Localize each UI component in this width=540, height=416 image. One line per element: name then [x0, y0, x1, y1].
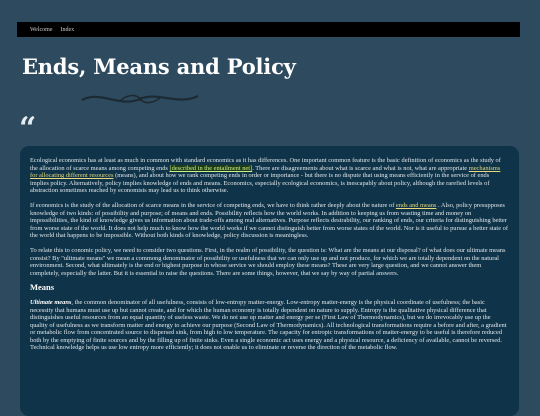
- decorative-flourish: [80, 86, 200, 112]
- top-nav-bar: [17, 22, 520, 37]
- paragraph-4: Ultimate means, the common denominator of all usefulness, consists of low-entropy matter-energy. Low-entropy matter-energy is the physical coordinate of usefulness; the basic necessity that humans must use up but cannot create, and for which the human economy is totally dependent on nature to supply. Entropy is the qualitative physical difference that distinguishes useful resources from an equal quantity of useless waste. We do not use up matter and energy per se (First Law of Thermodynamics), but we do irrevocably use up the quality of usefulness as we transform matter and energy to achieve our purpose (Second Law of Thermodynamics). All technological transformations require a before and after, a gradient or metabolic flow from concentrated source to dispersed sink, from high to low temperature. The capacity for entropic transformations of matter-energy to be useful is therefore reduced both by the emptying of finite sources and by the filling up of finite sinks. Even a single economic act uses energy and a physical resource, a deficiency of available, cannot be reversed. Technical knowledge helps us use low entropy more efficiently; it does not enable us to eliminate or reverse the direction of the metabolic flow.: [30, 298, 507, 352]
- nav-welcome-link[interactable]: Welcome: [30, 26, 53, 33]
- page-title: Ends, Means and Policy: [22, 54, 296, 79]
- entailment-net-highlight-link[interactable]: [described in the entailment net]: [169, 164, 253, 172]
- paragraph-1: Ecological economics has at least as much in common with standard economics as it has differences. One important common feature is the basic definition of economics as the study of the allocation of scarce means among competing ends [described in the entailment net]. There are disagreements about what is scarce and what is not, what are appropriate mechanisms for allocating different resources (means), and about how we rank competing ends in order or importance - but there is no dispute that using means efficiently in the service of ends implies policy. Alternatively, policy implies knowledge of ends and means. Economics, especially ecological economics, is inescapably about policy, although the rarefied levels of abstraction sometimes reached by economists may lead us to think otherwise.: [30, 157, 501, 195]
- ultimate-means-term: Ultimate means: [30, 298, 72, 306]
- nav-index-link[interactable]: Index: [60, 26, 75, 33]
- mechanisms-link[interactable]: mechanisms for allocating different resources: [30, 164, 501, 180]
- section-heading-means: Means: [30, 282, 55, 293]
- ends-and-means-link[interactable]: ends and means: [395, 201, 437, 209]
- article-content-panel: [20, 146, 519, 416]
- paragraph-3: To relate this to conomic policy, we need to consider two questions. First, in the realm of possibility, the question is: What are the means at our disposal? of what does our ultimate means consist? By "ultimate means" we mean a commong denominator of possibility or usefulness that we can only use up and not produce, for which we are totally dependent on the natural environment. Second, what ultimately is the end or highest purpose in whose service we should employ these means? These are very large question, and we cannot answer them completely, especially the latter. But it is essential to raise the questions. There are some things, however, that we say by way of partial answers.: [30, 246, 506, 277]
- paragraph-2: If economics is the study of the allocation of scarce means in the service of competing ends, we have to think rather deeply about the nature of ends and means . Also, policy presupposes knowledge of two kinds: of possibility and purpose; of means and ends. Possibility reflects how the world works. In addition to keeping us from wasting time and money on impossibilities, the kind of knowledge gives us information about trade-offs among real alternatives. Purpose reflects desirability, our ranking of ends, our criteria for distinguishing better from worse state of the world. It does not help much to know how the world works if we cannot distinguish better from worse states of the world. Nor is it useful to pursue a better state of the world that happens to be impossible. Without both kinds of knowledge, policy discussion is meaningless.: [30, 201, 508, 240]
- quote-mark-icon: “: [19, 111, 37, 146]
